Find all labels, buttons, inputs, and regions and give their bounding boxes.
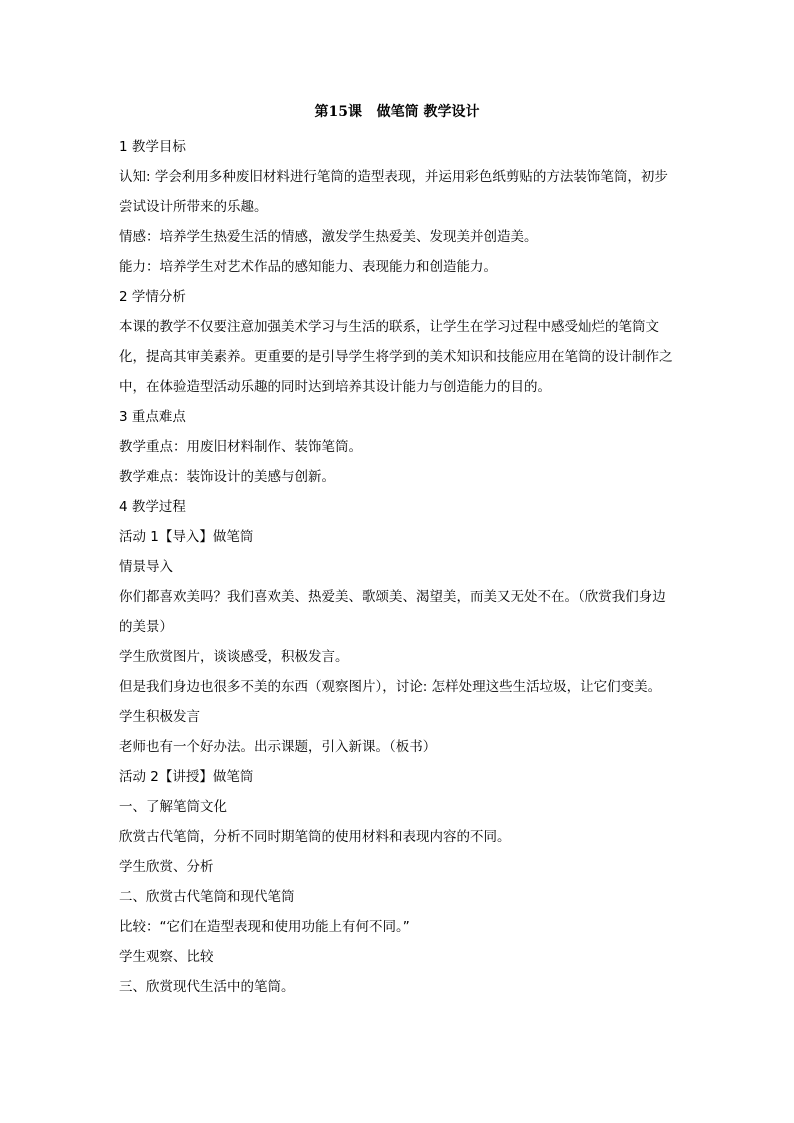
section-heading-process: 4 教学过程 — [119, 499, 186, 515]
paragraph-compare-heading: 二、欣赏古代笔筒和现代笔筒 — [119, 889, 295, 905]
activity-1-heading: 活动 1【导入】做笔筒 — [119, 529, 254, 545]
paragraph-students-enjoy: 学生欣赏图片，谈谈感受，积极发言。 — [119, 649, 349, 665]
paragraph-students-analyze: 学生欣赏、分析 — [119, 859, 214, 875]
paragraph-students-speak: 学生积极发言 — [119, 709, 200, 725]
paragraph-analysis: 本课的教学不仅要注意加强美术学习与生活的联系，让学生在学习过程中感受灿烂的笔筒文化，提高其审美素养。更重要的是引导学生将学到的美术知识和技能应用在笔筒的设计制作之中，在体验造型活动乐趣的同时达到培养其设计能力与创造能力的目的。 — [119, 319, 673, 395]
paragraph-difficulty: 教学难点：装饰设计的美感与创新。 — [119, 469, 335, 485]
paragraph-ability: 能力：培养学生对艺术作品的感知能力、表现能力和创造能力。 — [119, 259, 497, 275]
paragraph-question: 你们都喜欢美吗？我们喜欢美、热爱美、歌颂美、渴望美，而美又无处不在。（欣赏我们身边的美景） — [119, 589, 666, 635]
document-body — [119, 132, 679, 1002]
section-heading-key-points: 3 重点难点 — [119, 409, 186, 425]
paragraph-students-compare: 学生观察、比较 — [119, 949, 214, 965]
paragraph-compare-question: 比较：“它们在造型表现和使用功能上有何不同。” — [119, 919, 410, 935]
paragraph-cognition: 认知: 学会利用多种废旧材料进行笔筒的造型表现，并运用彩色纸剪贴的方法装饰笔筒，初步尝试设计所带来的乐趣。 — [119, 169, 668, 215]
section-heading-analysis: 2 学情分析 — [119, 289, 186, 305]
paragraph-modern-heading: 三、欣赏现代生活中的笔筒。 — [119, 979, 295, 995]
paragraph-ancient-appreciation: 欣赏古代笔筒，分析不同时期笔筒的使用材料和表现内容的不同。 — [119, 829, 511, 845]
paragraph-culture-heading: 一、了解笔筒文化 — [119, 799, 227, 815]
paragraph-key-point: 教学重点：用废旧材料制作、装饰笔筒。 — [119, 439, 362, 455]
document-title: 第15课 做笔筒 教学设计 — [314, 104, 480, 120]
activity-2-heading: 活动 2【讲授】做笔筒 — [119, 769, 254, 785]
paragraph-discussion: 但是我们身边也很多不美的东西（观察图片），讨论: 怎样处理这些生活垃圾，让它们变美。 — [119, 679, 662, 695]
section-heading-objectives: 1 教学目标 — [119, 139, 186, 155]
paragraph-teacher-method: 老师也有一个好办法。出示课题，引入新课。（板书） — [119, 739, 437, 755]
paragraph-scene-intro: 情景导入 — [119, 559, 173, 575]
paragraph-emotion: 情感：培养学生热爱生活的情感，激发学生热爱美、发现美并创造美。 — [119, 229, 538, 245]
